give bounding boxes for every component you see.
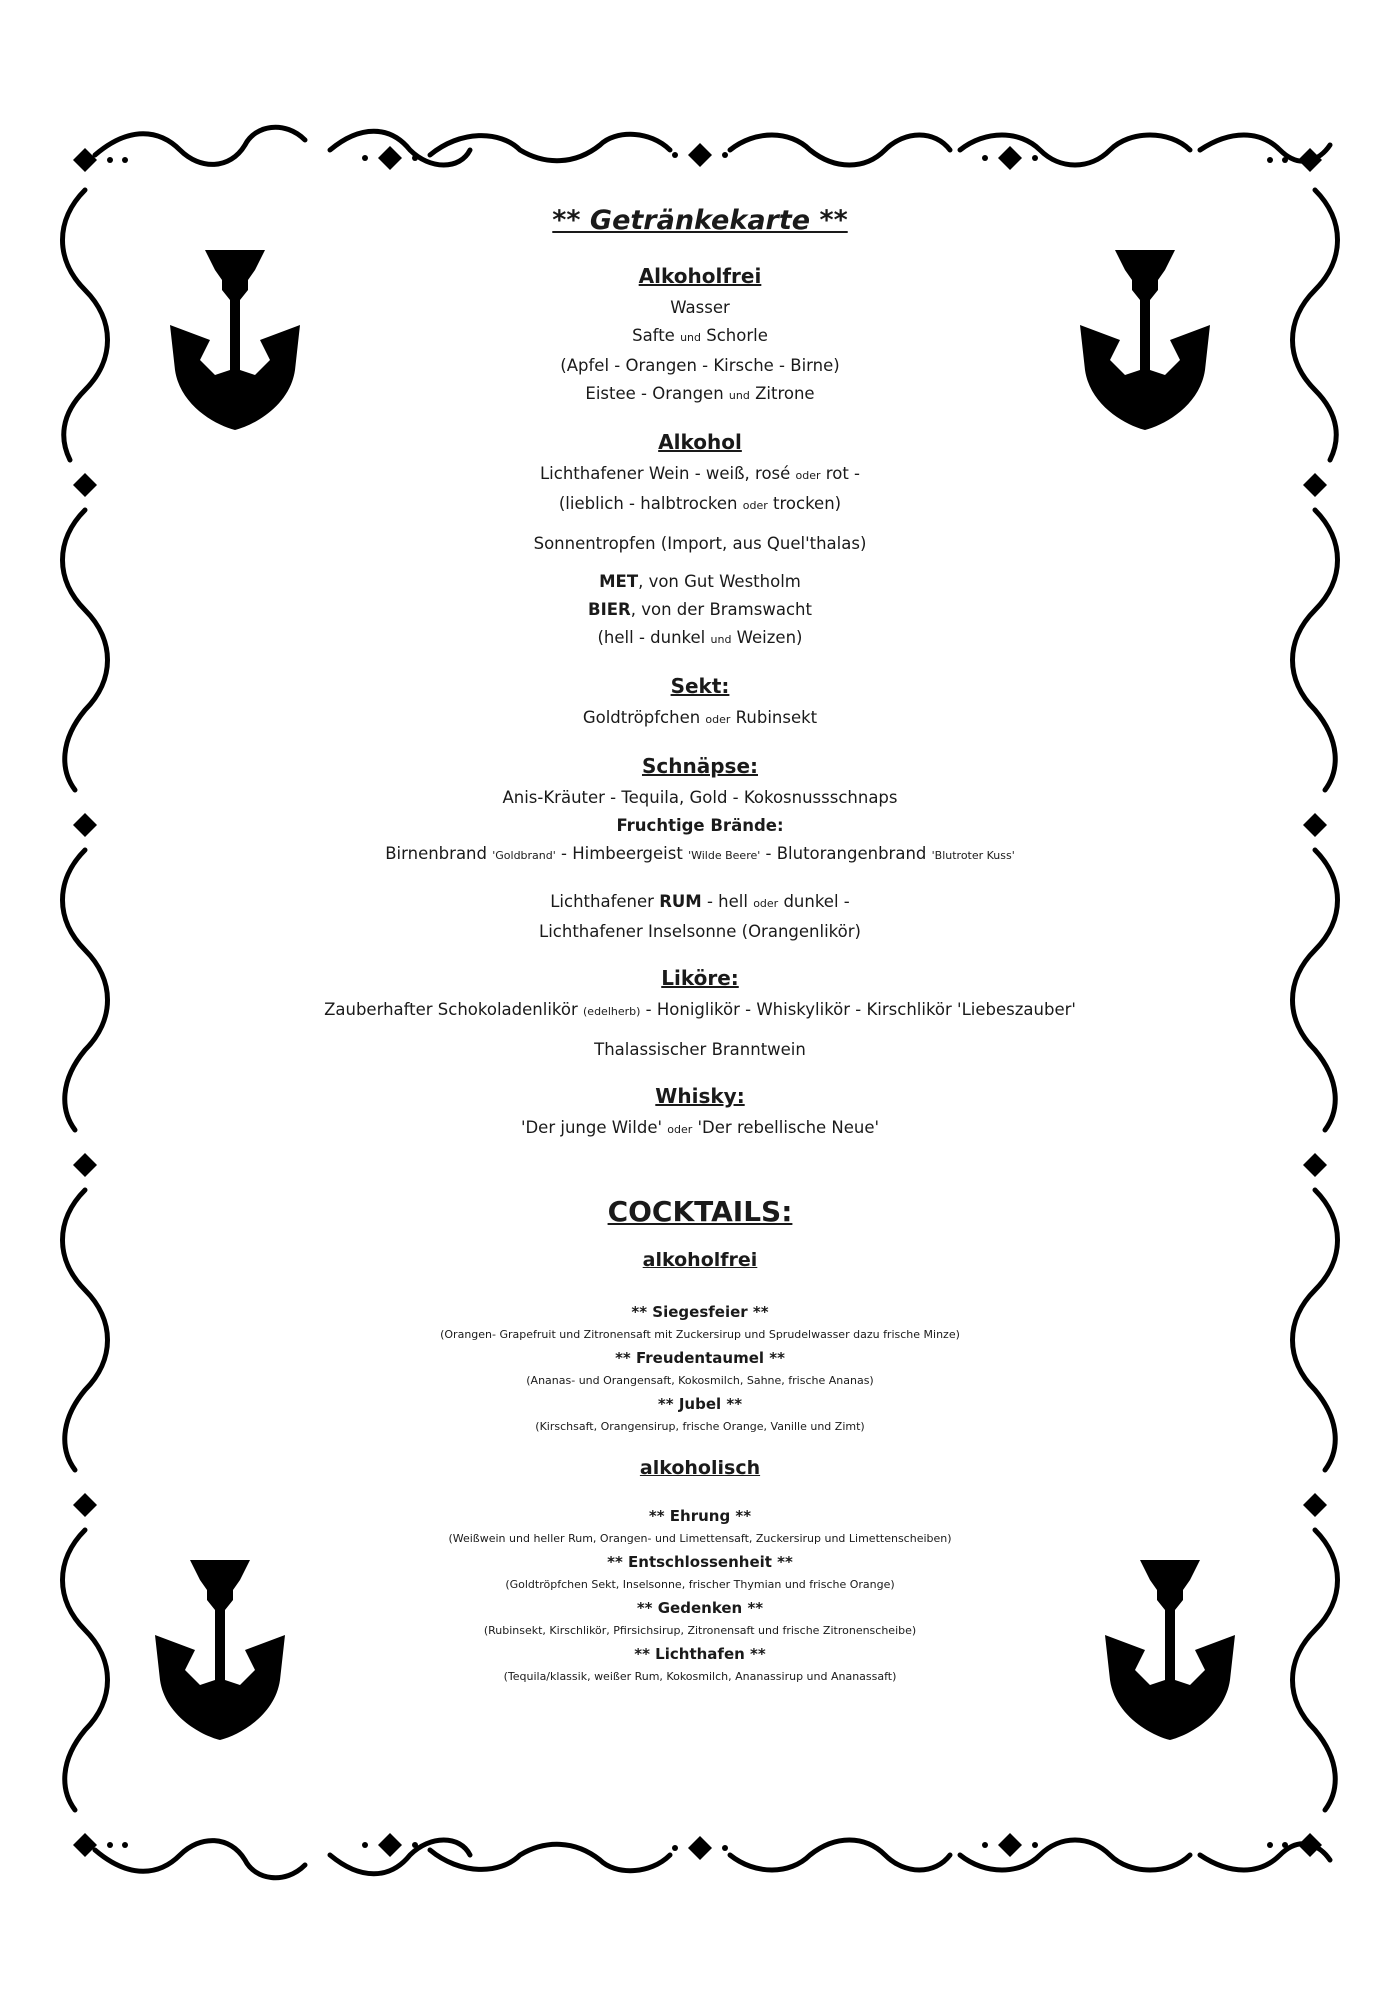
menu-line: 'Der junge Wilde' oder 'Der rebellische Neue' (520, 1118, 880, 1137)
menu-content (260, 205, 1140, 1688)
cocktail-list-free (260, 1300, 1140, 1438)
cocktail-description: (Orangen- Grapefruit und Zitronensaft mit Zuckersirup und Sprudelwasser dazu frische Minze) (440, 1328, 960, 1341)
menu-line: Wasser (670, 298, 730, 317)
cocktail-name: ** Gedenken ** (636, 1599, 764, 1617)
menu-line: (lieblich - halbtrocken oder trocken) (558, 494, 842, 513)
section-heading-schnaepse: Schnäpse: (641, 754, 758, 778)
menu-line: (Apfel - Orangen - Kirsche - Birne) (560, 356, 840, 375)
cocktail-description: (Kirschsaft, Orangensirup, frische Orange, Vanille und Zimt) (535, 1420, 865, 1433)
cocktail-description: (Rubinsekt, Kirschlikör, Pfirsichsirup, Zitronensaft und frische Zitronenscheibe) (483, 1624, 917, 1637)
menu-line: Anis-Kräuter - Tequila, Gold - Kokosnussschnaps (502, 788, 898, 807)
section-heading-sekt: Sekt: (670, 674, 730, 698)
section-heading-alkoholfrei: Alkoholfrei (638, 264, 762, 288)
cocktail-description: (Ananas- und Orangensaft, Kokosmilch, Sahne, frische Ananas) (526, 1374, 874, 1387)
page-title: ** Getränkekarte ** (552, 205, 848, 236)
cocktail-name: ** Jubel ** (657, 1395, 743, 1413)
cocktail-name: ** Entschlossenheit ** (607, 1553, 793, 1571)
cocktail-description: (Weißwein und heller Rum, Orangen- und Limettensaft, Zuckersirup und Limettenscheiben) (448, 1532, 952, 1545)
menu-line: Lichthafener Wein - weiß, rosé oder rot - (539, 464, 860, 483)
cocktails-heading: COCKTAILS: (607, 1195, 793, 1228)
menu-line: Eistee - Orangen und Zitrone (585, 384, 815, 403)
menu-line: MET, von Gut Westholm (599, 572, 801, 591)
section-heading-likoere: Liköre: (661, 966, 739, 990)
menu-line: Goldtröpfchen oder Rubinsekt (582, 708, 818, 727)
section-heading-alkohol: Alkohol (658, 430, 742, 454)
cocktail-description: (Tequila/klassik, weißer Rum, Kokosmilch, Ananassirup und Ananassaft) (503, 1670, 897, 1683)
menu-line: Lichthafener Inselsonne (Orangenlikör) (539, 922, 861, 941)
cocktail-description: (Goldtröpfchen Sekt, Inselsonne, frischer Thymian und frische Orange) (505, 1578, 895, 1591)
cocktail-name: ** Freudentaumel ** (615, 1349, 785, 1367)
menu-line: Birnenbrand 'Goldbrand' - Himbeergeist 'Wilde Beere' - Blutorangenbrand 'Blutroter Kuss' (385, 844, 1015, 863)
cocktail-list-alcoholic (260, 1504, 1140, 1688)
menu-line: Sonnentropfen (Import, aus Quel'thalas) (533, 534, 867, 553)
menu-line: (hell - dunkel und Weizen) (597, 628, 803, 647)
menu-line: Lichthafener RUM - hell oder dunkel - (550, 892, 850, 911)
menu-line: BIER, von der Bramswacht (588, 600, 812, 619)
cocktail-name: ** Ehrung ** (648, 1507, 752, 1525)
menu-line: Zauberhafter Schokoladenlikör (edelherb) - Honiglikör - Whiskylikör - Kirschlikör 'Liebeszauber' (324, 1000, 1076, 1019)
section-heading-alkoholfrei-cocktails: alkoholfrei (642, 1249, 758, 1271)
sub-heading: Fruchtige Brände: (616, 816, 784, 835)
cocktail-name: ** Lichthafen ** (634, 1645, 766, 1663)
cocktail-name: ** Siegesfeier ** (631, 1303, 769, 1321)
menu-line: Safte und Schorle (632, 326, 768, 345)
menu-line: Thalassischer Branntwein (594, 1040, 806, 1059)
section-heading-alkoholisch-cocktails: alkoholisch (639, 1457, 761, 1479)
section-heading-whisky: Whisky: (655, 1084, 745, 1108)
